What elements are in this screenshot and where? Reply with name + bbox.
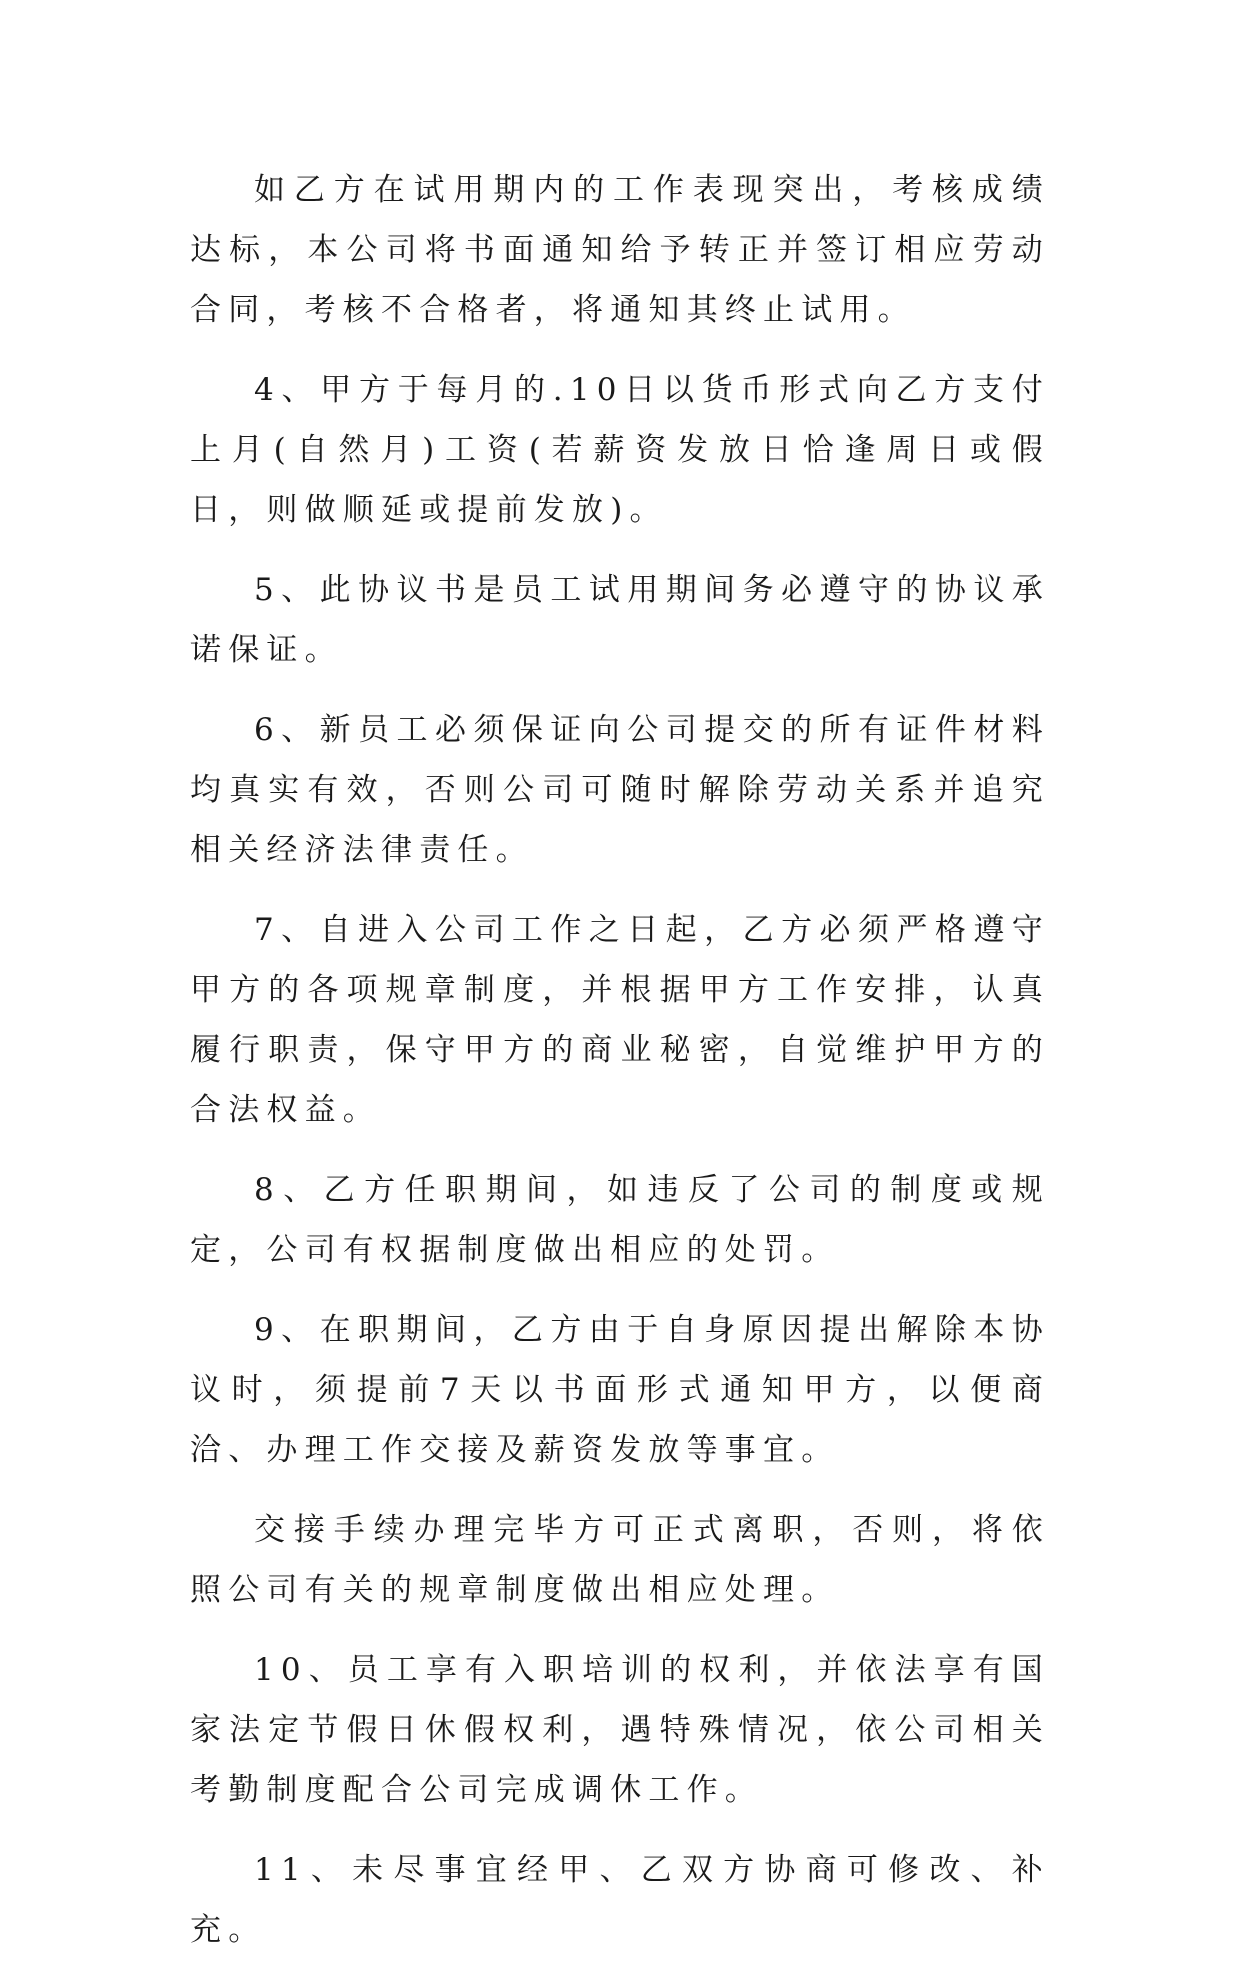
paragraph-clause-11: 11、未尽事宜经甲、乙双方协商可修改、补充。 [190,1852,1050,1948]
paragraph-clause-6: 6、新员工必须保证向公司提交的所有证件材料均真实有效，否则公司可随时解除劳动关系并追究相关经济法律责任。 [190,712,1050,868]
paragraph-clause-7: 7、自进入公司工作之日起，乙方必须严格遵守甲方的各项规章制度，并根据甲方工作安排，认真履行职责，保守甲方的商业秘密，自觉维护甲方的合法权益。 [190,912,1050,1128]
paragraph-probation-result: 如乙方在试用期内的工作表现突出，考核成绩达标，本公司将书面通知给予转正并签订相应劳动合同，考核不合格者，将通知其终止试用。 [190,172,1050,328]
paragraph-clause-5: 5、此协议书是员工试用期间务必遵守的协议承诺保证。 [190,572,1050,668]
paragraph-handover: 交接手续办理完毕方可正式离职，否则，将依照公司有关的规章制度做出相应处理。 [190,1512,1050,1608]
paragraph-clause-8: 8、乙方任职期间，如违反了公司的制度或规定，公司有权据制度做出相应的处罚。 [190,1172,1050,1268]
paragraph-clause-4: 4、甲方于每月的.10日以货币形式向乙方支付上月(自然月)工资(若薪资发放日恰逢周日或假日，则做顺延或提前发放)。 [190,372,1050,528]
document-body [190,160,1050,1980]
paragraph-clause-9: 9、在职期间，乙方由于自身原因提出解除本协议时，须提前7天以书面形式通知甲方，以便商洽、办理工作交接及薪资发放等事宜。 [190,1312,1050,1468]
paragraph-clause-10: 10、员工享有入职培训的权利，并依法享有国家法定节假日休假权利，遇特殊情况，依公司相关考勤制度配合公司完成调休工作。 [190,1652,1050,1808]
